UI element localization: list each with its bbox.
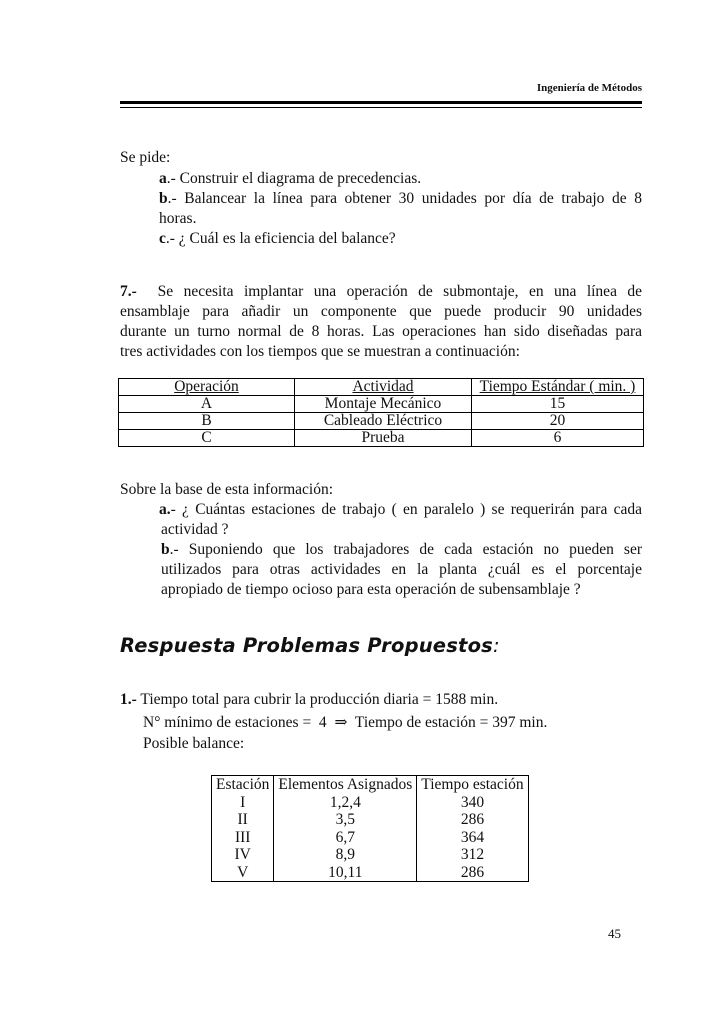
item-text: .- ¿ Cuál es la eficiencia del balance?	[165, 230, 396, 247]
table-cell: 3,5	[274, 811, 417, 829]
question-a-line-1: a.- ¿ Cuántas estaciones de trabajo ( en paralelo ) se requerirán para cada	[159, 501, 642, 518]
table-cell: I	[212, 794, 274, 812]
item-letter: c	[159, 230, 166, 247]
table-row	[119, 413, 644, 430]
table-row	[212, 794, 529, 812]
table-cell: 1,2,4	[274, 794, 417, 812]
question-b-line-2: utilizados para otras actividades en la planta ¿cuál es el porcentaje	[161, 561, 642, 578]
col-header: Tiempo estación	[417, 776, 528, 794]
table-header-row	[212, 776, 529, 794]
table-cell: III	[212, 829, 274, 847]
table-cell: 286	[417, 811, 528, 829]
header-rule-thick	[120, 101, 642, 104]
intro-item-a	[159, 169, 421, 190]
item-letter: b	[159, 190, 168, 207]
table-cell: 6,7	[274, 829, 417, 847]
item-letter: a.	[159, 501, 171, 518]
table-cell: 340	[417, 794, 528, 812]
table-cell: A	[119, 396, 295, 413]
running-header: Ingeniería de Métodos	[536, 82, 642, 94]
question-a-line-2: actividad ?	[161, 521, 229, 538]
table-cell: 6	[472, 430, 644, 447]
table-cell: B	[119, 413, 295, 430]
problem7-line-1: 7.- Se necesita implantar una operación de submontaje, en una línea de	[120, 283, 643, 300]
table-header-row	[119, 379, 644, 396]
implies-arrow: ⇒	[334, 714, 348, 731]
col-header: Estación	[212, 776, 274, 794]
table-cell: 10,11	[274, 864, 417, 882]
col-header: Actividad	[295, 379, 472, 396]
table-cell: V	[212, 864, 274, 882]
table-row	[119, 430, 644, 447]
problem-number: 7.-	[120, 283, 137, 300]
table-cell: 364	[417, 829, 528, 847]
table-cell: Cableado Eléctrico	[295, 413, 472, 430]
question-b-line-1: b.- Suponiendo que los trabajadores de cada estación no pueden ser	[161, 541, 642, 558]
answers-heading: Respuesta Problemas Propuestos:	[120, 634, 500, 657]
col-header: Operación	[119, 379, 295, 396]
operations-table	[118, 378, 644, 447]
header-rule-thin	[120, 107, 642, 108]
intro-item-b	[159, 189, 642, 210]
table-cell: 20	[472, 413, 644, 430]
table-row	[212, 811, 529, 829]
problem7-line-4: tres actividades con los tiempos que se muestran a continuación:	[120, 343, 520, 360]
table-row	[212, 846, 529, 864]
table-cell: Prueba	[295, 430, 472, 447]
table-cell: 312	[417, 846, 528, 864]
table-cell: IV	[212, 846, 274, 864]
table-cell: Montaje Mecánico	[295, 396, 472, 413]
item-letter: a	[159, 170, 167, 187]
intro-item-b-cont: horas.	[159, 210, 197, 227]
table-cell: 286	[417, 864, 528, 882]
answer-number: 1.-	[120, 691, 137, 708]
table-cell: 15	[472, 396, 644, 413]
table-cell: 8,9	[274, 846, 417, 864]
table-cell: C	[119, 430, 295, 447]
balance-table	[211, 775, 529, 882]
page-number: 45	[608, 926, 621, 941]
answer1-line-2: N° mínimo de estaciones = 4 ⇒ Tiempo de estación = 397 min.	[143, 714, 548, 731]
table-row	[212, 829, 529, 847]
answer1-line-1: 1.- Tiempo total para cubrir la producción diaria = 1588 min.	[120, 691, 499, 708]
answer1-line-3: Posible balance:	[143, 735, 245, 752]
question-b-line-3: apropiado de tiempo ocioso para esta operación de subensamblaje ?	[161, 581, 581, 598]
table-row	[212, 864, 529, 882]
table-row	[119, 396, 644, 413]
followup-line: Sobre la base de esta información:	[120, 481, 334, 498]
item-letter: b	[161, 541, 170, 558]
table-cell: II	[212, 811, 274, 829]
col-header: Elementos Asignados	[274, 776, 417, 794]
intro-item-c	[159, 229, 396, 250]
intro-lead: Se pide:	[120, 149, 171, 166]
item-text: .- Balancear la línea para obtener 30 unidades por día de trabajo de 8	[167, 190, 642, 207]
problem7-line-2: ensamblaje para añadir un componente que puede producir 90 unidades	[120, 303, 642, 320]
problem7-line-3: durante un turno normal de 8 horas. Las operaciones han sido diseñadas para	[120, 323, 642, 340]
item-text: .- Construir el diagrama de precedencias.	[166, 170, 422, 187]
col-header: Tiempo Estándar ( min. )	[472, 379, 644, 396]
